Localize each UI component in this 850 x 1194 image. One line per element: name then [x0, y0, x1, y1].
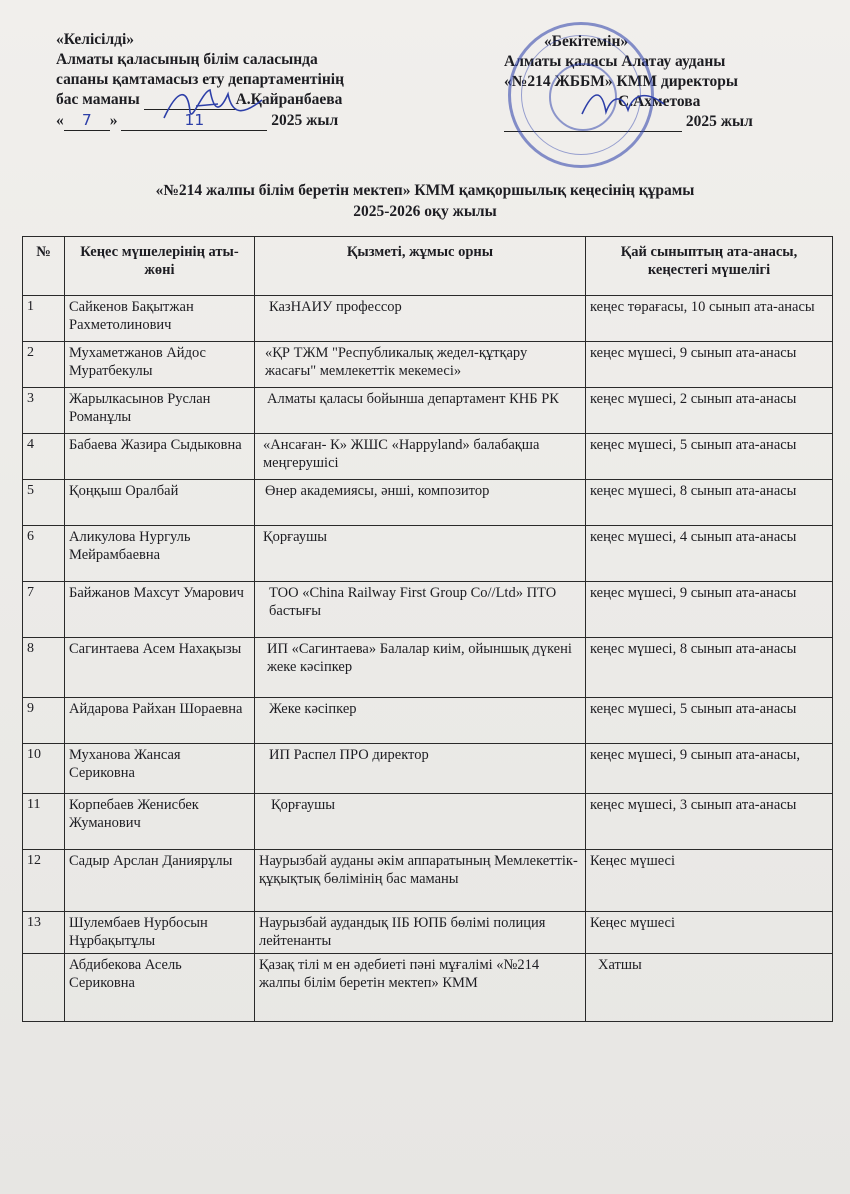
table-row — [23, 582, 833, 638]
cell-job: «ҚР ТЖМ "Республикалық жедел-құтқару жасағы" мемлекеттік мекемесі» — [255, 342, 586, 388]
cell-job: Жеке кәсіпкер — [255, 698, 586, 744]
approved-line-2: «№214 ЖББМ» КММ директоры — [504, 73, 738, 90]
cell-role: Хатшы — [586, 954, 833, 1022]
cell-role: кеңес мүшесі, 8 сынып ата-анасы — [586, 638, 833, 698]
cell-num: 6 — [23, 526, 65, 582]
title-line-2: 2025-2026 оқу жылы — [353, 203, 497, 220]
cell-num: 5 — [23, 480, 65, 526]
agreed-line-1: Алматы қаласының білім саласында — [56, 51, 318, 68]
agreed-person: А.Қайранбаева — [235, 91, 343, 108]
approved-person: С.Ахметова — [618, 93, 701, 110]
cell-name: Садыр Арслан Даниярұлы — [65, 850, 255, 912]
cell-job: Қорғаушы — [255, 526, 586, 582]
table-row — [23, 296, 833, 342]
table-row — [23, 954, 833, 1022]
cell-num: 12 — [23, 850, 65, 912]
approved-heading: «Бекітемін» — [544, 33, 629, 50]
approved-line-1: Алматы қаласы Алатау ауданы — [504, 53, 726, 70]
cell-role: кеңес төрағасы, 10 сынып ата-анасы — [586, 296, 833, 342]
cell-role: кеңес мүшесі, 9 сынып ата-анасы — [586, 342, 833, 388]
agreed-date: « 7 » 11 2025 жыл — [56, 111, 339, 129]
cell-num: 11 — [23, 794, 65, 850]
cell-role: Кеңес мүшесі — [586, 912, 833, 954]
cell-name: Айдарова Райхан Шораевна — [65, 698, 255, 744]
cell-job: Наурызбай ауданы әкім аппаратының Мемлекеттік-құқықтық бөлімінің бас маманы — [255, 850, 586, 912]
table-row — [23, 698, 833, 744]
cell-name: Сагинтаева Асем Нахақызы — [65, 638, 255, 698]
cell-name: Байжанов Махсут Умарович — [65, 582, 255, 638]
table-row — [23, 388, 833, 434]
cell-num: 4 — [23, 434, 65, 480]
cell-name: Жарылкасынов Руслан Романұлы — [65, 388, 255, 434]
header-role: Қай сыныптың ата-анасы, кеңестегі мүшелігі — [586, 237, 833, 296]
agreed-line-2: сапаны қамтамасыз ету департаментінің — [56, 71, 345, 88]
date-day: 7 — [64, 110, 110, 131]
date-month: 11 — [121, 110, 267, 131]
header-job: Қызметі, жұмыс орны — [255, 237, 586, 296]
cell-role: кеңес мүшесі, 9 сынып ата-анасы — [586, 582, 833, 638]
table-row — [23, 850, 833, 912]
approved-date — [504, 112, 804, 132]
cell-job: ИП Распел ПРО директор — [255, 744, 586, 794]
table-row — [23, 638, 833, 698]
cell-job: ТОО «China Railway First Group Co//Ltd» ПТО бастығы — [255, 582, 586, 638]
cell-job: Алматы қаласы бойынша департамент КНБ РК — [255, 388, 586, 434]
approved-year: 2025 жыл — [685, 113, 753, 130]
cell-job: Қазақ тілі м ен әдебиеті пәні мұғалімі «№214 жалпы білім беретін мектеп» КММ — [255, 954, 586, 1022]
cell-num: 8 — [23, 638, 65, 698]
cell-name: Муханова Жансая Сериковна — [65, 744, 255, 794]
cell-name: Сайкенов Бақытжан Рахметолинович — [65, 296, 255, 342]
cell-role: кеңес мүшесі, 2 сынып ата-анасы — [586, 388, 833, 434]
cell-job: Өнер академиясы, әнші, композитор — [255, 480, 586, 526]
cell-job: Наурызбай аудандық ІІБ ЮПБ бөлімі полиция лейтенанты — [255, 912, 586, 954]
cell-job: ИП «Сагинтаева» Балалар киім, ойыншық дүкені жеке кәсіпкер — [255, 638, 586, 698]
cell-name: Шулембаев Нурбосын Нұрбақытұлы — [65, 912, 255, 954]
agreed-line-3 — [56, 90, 456, 110]
title-line-1: «№214 жалпы білім беретін мектеп» КММ қамқоршылық кеңесінің құрамы — [155, 182, 695, 199]
approval-approved-block — [504, 32, 804, 132]
table-row — [23, 526, 833, 582]
cell-name: Бабаева Жазира Сыдыковна — [65, 434, 255, 480]
council-members-table — [22, 236, 833, 1022]
cell-name: Абдибекова Асель Сериковна — [65, 954, 255, 1022]
table-row — [23, 342, 833, 388]
cell-job: КазНАИУ профессор — [255, 296, 586, 342]
cell-job: «Ансаған- К» ЖШС «Happyland» балабақша меңгерушісі — [255, 434, 586, 480]
cell-role: кеңес мүшесі, 4 сынып ата-анасы — [586, 526, 833, 582]
cell-name: Корпебаев Женисбек Жуманович — [65, 794, 255, 850]
cell-name: Мухаметжанов Айдос Муратбекулы — [65, 342, 255, 388]
cell-name: Қоңқыш Оралбай — [65, 480, 255, 526]
cell-num: 3 — [23, 388, 65, 434]
cell-num: 7 — [23, 582, 65, 638]
cell-name: Аликулова Нургуль Мейрамбаевна — [65, 526, 255, 582]
cell-num: 1 — [23, 296, 65, 342]
cell-num — [23, 954, 65, 1022]
cell-role: кеңес мүшесі, 5 сынып ата-анасы — [586, 698, 833, 744]
table-header-row — [23, 237, 833, 296]
cell-role: кеңес мүшесі, 9 сынып ата-анасы, — [586, 744, 833, 794]
table-row — [23, 480, 833, 526]
table-row — [23, 744, 833, 794]
date-year: 2025 жыл — [271, 112, 339, 129]
document-title — [60, 180, 790, 222]
cell-role: кеңес мүшесі, 5 сынып ата-анасы — [586, 434, 833, 480]
table-row — [23, 794, 833, 850]
cell-num: 13 — [23, 912, 65, 954]
agreed-heading: «Келісілді» — [56, 31, 135, 48]
cell-job: Қорғаушы — [255, 794, 586, 850]
header-name: Кеңес мүшелерінің аты-жөні — [65, 237, 255, 296]
table-row — [23, 434, 833, 480]
approval-agreed-block — [56, 30, 456, 131]
cell-num: 9 — [23, 698, 65, 744]
cell-role: кеңес мүшесі, 8 сынып ата-анасы — [586, 480, 833, 526]
cell-num: 10 — [23, 744, 65, 794]
header-num: № — [23, 237, 65, 296]
cell-num: 2 — [23, 342, 65, 388]
table-row — [23, 912, 833, 954]
cell-role: кеңес мүшесі, 3 сынып ата-анасы — [586, 794, 833, 850]
cell-role: Кеңес мүшесі — [586, 850, 833, 912]
agreed-position: бас маманы — [56, 91, 140, 108]
